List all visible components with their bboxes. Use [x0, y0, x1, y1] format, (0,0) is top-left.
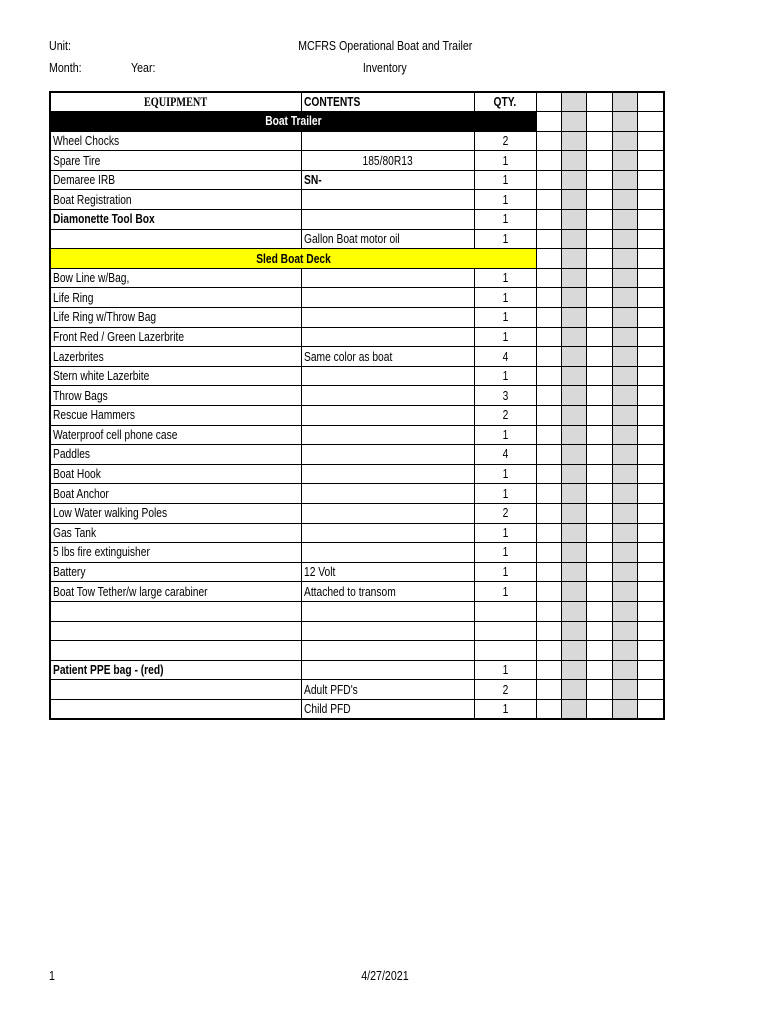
check-cell [586, 268, 612, 288]
table-row [50, 562, 664, 582]
check-cell [586, 503, 612, 523]
qty-cell [474, 641, 536, 661]
table-row [50, 680, 664, 700]
check-cell [612, 601, 637, 621]
equipment-cell: Boat Registration [50, 190, 301, 210]
check-cell [637, 366, 664, 386]
check-cell [536, 347, 561, 367]
check-cell [536, 680, 561, 700]
check-column-header [536, 92, 561, 112]
check-cell [612, 621, 637, 641]
check-cell [536, 131, 561, 151]
check-cell [637, 641, 664, 661]
table-row [50, 641, 664, 661]
check-cell [536, 308, 561, 328]
check-cell [561, 601, 586, 621]
check-cell [536, 229, 561, 249]
check-cell [612, 249, 637, 269]
check-cell [612, 523, 637, 543]
inventory-table-body [50, 92, 664, 719]
qty-cell: 1 [474, 308, 536, 328]
check-cell [536, 112, 561, 132]
check-cell [536, 190, 561, 210]
check-cell [612, 660, 637, 680]
check-cell [612, 445, 637, 465]
table-row [50, 229, 664, 249]
page-number: 1 [49, 968, 55, 983]
check-cell [536, 660, 561, 680]
equipment-cell: Bow Line w/Bag, [50, 268, 301, 288]
check-cell [637, 347, 664, 367]
table-row [50, 210, 664, 230]
check-cell [561, 543, 586, 563]
contents-cell [301, 543, 474, 563]
qty-cell: 1 [474, 170, 536, 190]
equipment-cell: Front Red / Green Lazerbrite [50, 327, 301, 347]
check-cell [586, 680, 612, 700]
contents-cell: Attached to transom [301, 582, 474, 602]
qty-cell: 3 [474, 386, 536, 406]
table-row [50, 543, 664, 563]
check-cell [536, 210, 561, 230]
table-row [50, 131, 664, 151]
check-cell [536, 699, 561, 719]
check-cell [536, 386, 561, 406]
contents-cell [301, 288, 474, 308]
qty-cell: 1 [474, 229, 536, 249]
qty-cell [474, 601, 536, 621]
check-cell [586, 190, 612, 210]
equipment-cell [50, 229, 301, 249]
check-cell [637, 151, 664, 171]
check-cell [586, 464, 612, 484]
check-cell [637, 699, 664, 719]
check-cell [536, 170, 561, 190]
check-cell [586, 151, 612, 171]
equipment-cell: 5 lbs fire extinguisher [50, 543, 301, 563]
check-cell [561, 680, 586, 700]
equipment-cell: Boat Anchor [50, 484, 301, 504]
check-cell [612, 327, 637, 347]
equipment-cell: Life Ring w/Throw Bag [50, 308, 301, 328]
check-cell [536, 523, 561, 543]
check-cell [612, 112, 637, 132]
check-cell [561, 562, 586, 582]
check-cell [561, 366, 586, 386]
table-row [50, 190, 664, 210]
unit-label: Unit: [49, 38, 71, 53]
check-cell [586, 445, 612, 465]
check-cell [612, 170, 637, 190]
check-cell [561, 288, 586, 308]
check-cell [561, 170, 586, 190]
check-cell [536, 327, 561, 347]
check-cell [586, 699, 612, 719]
check-cell [586, 131, 612, 151]
check-cell [637, 327, 664, 347]
section-row [50, 112, 664, 132]
qty-cell: 1 [474, 523, 536, 543]
qty-cell: 1 [474, 288, 536, 308]
check-cell [561, 660, 586, 680]
contents-cell [301, 308, 474, 328]
qty-cell: 1 [474, 464, 536, 484]
check-cell [536, 366, 561, 386]
document-title: MCFRS Operational Boat and Trailer [297, 38, 473, 53]
check-cell [561, 464, 586, 484]
equipment-cell [50, 699, 301, 719]
check-cell [637, 680, 664, 700]
check-cell [561, 347, 586, 367]
table-row [50, 660, 664, 680]
check-cell [637, 170, 664, 190]
equipment-cell: Rescue Hammers [50, 406, 301, 426]
qty-column-header: QTY. [474, 92, 536, 112]
check-cell [561, 308, 586, 328]
check-cell [561, 582, 586, 602]
equipment-cell [50, 641, 301, 661]
table-row [50, 386, 664, 406]
contents-cell [301, 641, 474, 661]
contents-cell [301, 131, 474, 151]
check-cell [536, 406, 561, 426]
check-column-header [586, 92, 612, 112]
qty-cell: 1 [474, 366, 536, 386]
qty-cell: 2 [474, 406, 536, 426]
check-cell [536, 151, 561, 171]
check-cell [637, 308, 664, 328]
qty-cell: 1 [474, 562, 536, 582]
check-cell [586, 660, 612, 680]
equipment-cell [50, 621, 301, 641]
check-cell [536, 249, 561, 269]
check-cell [612, 699, 637, 719]
check-cell [561, 641, 586, 661]
contents-cell [301, 601, 474, 621]
check-cell [637, 249, 664, 269]
check-cell [637, 425, 664, 445]
contents-cell [301, 621, 474, 641]
check-cell [586, 621, 612, 641]
table-row [50, 601, 664, 621]
contents-cell: 12 Volt [301, 562, 474, 582]
equipment-cell: Waterproof cell phone case [50, 425, 301, 445]
check-cell [561, 190, 586, 210]
check-cell [561, 268, 586, 288]
check-cell [612, 229, 637, 249]
check-cell [612, 210, 637, 230]
check-cell [586, 366, 612, 386]
check-cell [637, 562, 664, 582]
contents-cell [301, 386, 474, 406]
equipment-cell: Battery [50, 562, 301, 582]
check-cell [637, 621, 664, 641]
contents-cell [301, 425, 474, 445]
check-cell [536, 464, 561, 484]
qty-cell: 1 [474, 582, 536, 602]
contents-cell [301, 406, 474, 426]
check-cell [536, 641, 561, 661]
qty-cell: 1 [474, 151, 536, 171]
check-cell [586, 582, 612, 602]
table-row [50, 523, 664, 543]
check-cell [637, 386, 664, 406]
inventory-table [49, 91, 665, 720]
contents-cell [301, 366, 474, 386]
check-cell [586, 210, 612, 230]
check-cell [561, 699, 586, 719]
table-row [50, 464, 664, 484]
check-cell [612, 366, 637, 386]
check-cell [612, 484, 637, 504]
check-cell [612, 190, 637, 210]
check-cell [561, 131, 586, 151]
equipment-cell: Diamonette Tool Box [50, 210, 301, 230]
contents-cell: Gallon Boat motor oil [301, 229, 474, 249]
equipment-cell [50, 601, 301, 621]
qty-cell: 1 [474, 484, 536, 504]
check-cell [612, 641, 637, 661]
equipment-cell: Gas Tank [50, 523, 301, 543]
qty-cell: 4 [474, 445, 536, 465]
check-cell [612, 151, 637, 171]
table-row [50, 484, 664, 504]
table-row [50, 347, 664, 367]
check-cell [586, 406, 612, 426]
table-row [50, 170, 664, 190]
check-cell [637, 288, 664, 308]
check-cell [586, 386, 612, 406]
check-cell [612, 425, 637, 445]
equipment-cell: Paddles [50, 445, 301, 465]
check-cell [637, 406, 664, 426]
check-cell [637, 210, 664, 230]
check-cell [561, 503, 586, 523]
check-cell [536, 601, 561, 621]
qty-cell: 1 [474, 660, 536, 680]
table-header-row [50, 92, 664, 112]
check-cell [536, 425, 561, 445]
qty-cell: 1 [474, 327, 536, 347]
check-cell [536, 543, 561, 563]
check-cell [561, 484, 586, 504]
check-cell [586, 170, 612, 190]
qty-cell [474, 621, 536, 641]
equipment-cell: Boat Tow Tether/w large carabiner [50, 582, 301, 602]
contents-cell: Child PFD [301, 699, 474, 719]
check-cell [586, 249, 612, 269]
check-cell [637, 131, 664, 151]
check-cell [637, 601, 664, 621]
check-cell [586, 288, 612, 308]
check-cell [536, 562, 561, 582]
table-row [50, 699, 664, 719]
contents-cell [301, 445, 474, 465]
check-cell [637, 112, 664, 132]
check-cell [561, 425, 586, 445]
check-cell [637, 190, 664, 210]
qty-cell: 4 [474, 347, 536, 367]
check-cell [586, 601, 612, 621]
table-row [50, 582, 664, 602]
contents-cell [301, 484, 474, 504]
table-row [50, 445, 664, 465]
check-cell [536, 582, 561, 602]
check-cell [561, 386, 586, 406]
check-cell [637, 523, 664, 543]
check-cell [637, 464, 664, 484]
check-cell [561, 445, 586, 465]
qty-cell: 1 [474, 425, 536, 445]
table-row [50, 288, 664, 308]
table-row [50, 151, 664, 171]
check-cell [536, 268, 561, 288]
check-column-header [612, 92, 637, 112]
table-row [50, 425, 664, 445]
check-cell [612, 503, 637, 523]
contents-cell: 185/80R13 [301, 151, 474, 171]
check-cell [612, 406, 637, 426]
check-cell [612, 131, 637, 151]
equipment-cell: Low Water walking Poles [50, 503, 301, 523]
table-row [50, 327, 664, 347]
check-cell [536, 484, 561, 504]
qty-cell: 1 [474, 268, 536, 288]
contents-column-header: CONTENTS [301, 92, 474, 112]
section-row [50, 249, 664, 269]
equipment-cell: Stern white Lazerbite [50, 366, 301, 386]
table-row [50, 268, 664, 288]
check-cell [586, 523, 612, 543]
qty-cell: 1 [474, 699, 536, 719]
check-cell [586, 327, 612, 347]
check-cell [536, 503, 561, 523]
contents-cell [301, 327, 474, 347]
equipment-cell: Wheel Chocks [50, 131, 301, 151]
contents-cell [301, 210, 474, 230]
check-cell [536, 621, 561, 641]
check-cell [612, 562, 637, 582]
check-cell [561, 210, 586, 230]
table-row [50, 621, 664, 641]
qty-cell: 2 [474, 503, 536, 523]
contents-cell [301, 523, 474, 543]
check-cell [637, 660, 664, 680]
check-cell [586, 308, 612, 328]
check-cell [612, 543, 637, 563]
check-cell [561, 523, 586, 543]
check-cell [637, 543, 664, 563]
check-cell [586, 484, 612, 504]
check-cell [561, 406, 586, 426]
check-cell [612, 268, 637, 288]
check-cell [561, 151, 586, 171]
check-cell [561, 249, 586, 269]
check-cell [637, 445, 664, 465]
check-cell [586, 543, 612, 563]
equipment-cell [50, 680, 301, 700]
check-cell [536, 445, 561, 465]
table-row [50, 308, 664, 328]
table-row [50, 406, 664, 426]
check-cell [536, 288, 561, 308]
qty-cell: 1 [474, 210, 536, 230]
check-cell [612, 347, 637, 367]
check-cell [637, 484, 664, 504]
equipment-cell: Lazerbrites [50, 347, 301, 367]
document-subtitle: Inventory [363, 60, 407, 75]
equipment-cell: Throw Bags [50, 386, 301, 406]
contents-cell: Same color as boat [301, 347, 474, 367]
contents-cell [301, 464, 474, 484]
contents-cell [301, 190, 474, 210]
check-cell [612, 308, 637, 328]
equipment-cell: Boat Hook [50, 464, 301, 484]
contents-cell: Adult PFD's [301, 680, 474, 700]
table-row [50, 503, 664, 523]
equipment-cell: Demaree IRB [50, 170, 301, 190]
qty-cell: 2 [474, 131, 536, 151]
section-label: Sled Boat Deck [50, 249, 536, 269]
check-cell [561, 327, 586, 347]
check-cell [586, 112, 612, 132]
check-cell [637, 503, 664, 523]
contents-cell [301, 268, 474, 288]
year-label: Year: [131, 60, 156, 75]
contents-cell [301, 660, 474, 680]
section-label: Boat Trailer [50, 112, 536, 132]
check-cell [561, 621, 586, 641]
qty-cell: 1 [474, 190, 536, 210]
check-column-header [561, 92, 586, 112]
footer-date: 4/27/2021 [361, 968, 409, 983]
equipment-column-header: EQUIPMENT [50, 92, 301, 112]
check-cell [612, 680, 637, 700]
check-cell [586, 641, 612, 661]
equipment-cell: Patient PPE bag - (red) [50, 660, 301, 680]
check-column-header [637, 92, 664, 112]
check-cell [612, 386, 637, 406]
month-label: Month: [49, 60, 82, 75]
check-cell [561, 229, 586, 249]
qty-cell: 1 [474, 543, 536, 563]
check-cell [586, 347, 612, 367]
qty-cell: 2 [474, 680, 536, 700]
check-cell [586, 562, 612, 582]
check-cell [637, 229, 664, 249]
contents-cell [301, 503, 474, 523]
equipment-cell: Spare Tire [50, 151, 301, 171]
check-cell [561, 112, 586, 132]
check-cell [586, 425, 612, 445]
equipment-cell: Life Ring [50, 288, 301, 308]
table-row [50, 366, 664, 386]
check-cell [612, 582, 637, 602]
contents-cell: SN- [301, 170, 474, 190]
check-cell [612, 288, 637, 308]
check-cell [586, 229, 612, 249]
check-cell [637, 582, 664, 602]
check-cell [612, 464, 637, 484]
check-cell [637, 268, 664, 288]
